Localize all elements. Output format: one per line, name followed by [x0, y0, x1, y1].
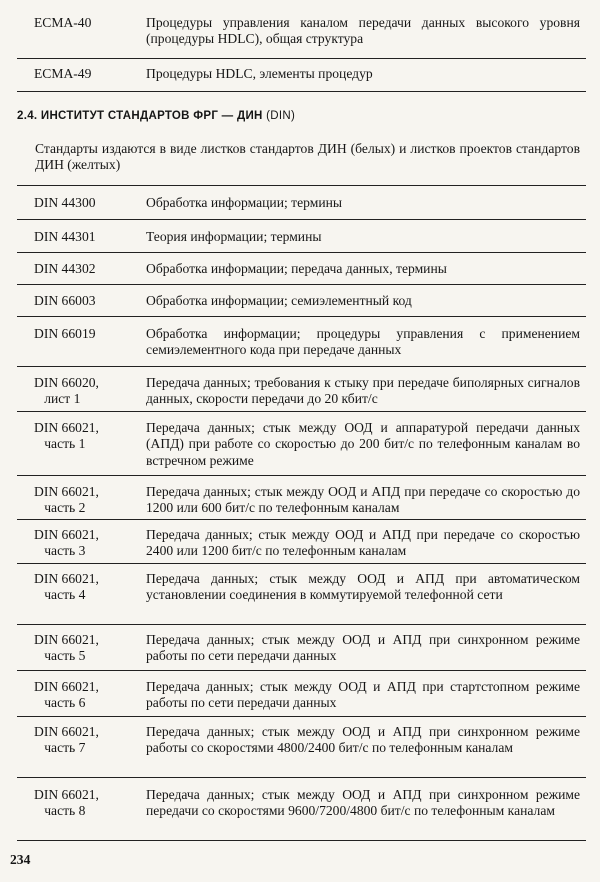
standard-description: Передача данных; стык между ООД и АПД при стартстопном режиме работы по сети передачи данных	[146, 679, 580, 711]
standard-description: Обработка информации; термины	[146, 195, 343, 210]
row-divider	[17, 840, 586, 841]
standard-description: Передача данных; стык между ООД и АПД при передаче со скоростью до 1200 или 600 бит/с по телефонным каналам	[146, 484, 580, 516]
standard-code: DIN 66003	[34, 293, 96, 308]
standard-description: Передача данных; стык между ООД и АПД при синхронном режиме работы со скоростями 4800/2400 бит/с по телефонным каналам	[146, 724, 580, 756]
row-divider	[17, 411, 586, 412]
row-divider	[17, 316, 586, 317]
standard-description: Обработка информации; передача данных, термины	[146, 261, 447, 276]
section-intro: Стандарты издаются в виде листков стандартов ДИН (белых) и листков проектов стандартов ДИН (желтых)	[35, 141, 580, 173]
section-title-abbr: (DIN)	[266, 110, 296, 122]
row-divider	[17, 58, 586, 59]
row-divider	[17, 716, 586, 717]
standard-code: DIN 66021, часть 3	[34, 527, 99, 559]
standard-description: Обработка информации; процедуры управления с применением семиэлементного кода при передаче данных	[146, 326, 580, 358]
standard-description: Передача данных; стык между ООД и АПД при синхронном режиме работы по сети передачи данных	[146, 632, 580, 664]
standard-description: Теория информации; термины	[146, 229, 322, 244]
standard-description: Процедуры HDLC, элементы процедур	[146, 66, 373, 81]
row-divider	[17, 219, 586, 220]
standard-code: DIN 66021, часть 2	[34, 484, 99, 516]
row-divider	[17, 563, 586, 564]
standard-description: Передача данных; стык между ООД и АПД при автоматическом установлении соединения в коммутируемой телефонной сети	[146, 571, 580, 603]
row-divider	[17, 624, 586, 625]
row-divider	[17, 366, 586, 367]
standard-code: DIN 66021, часть 4	[34, 571, 99, 603]
standard-code: DIN 44301	[34, 229, 96, 244]
row-divider	[17, 475, 586, 476]
row-divider	[17, 185, 586, 186]
standard-code: ECMA-49	[34, 66, 92, 81]
standard-description: Передача данных; стык между ООД и аппаратурой передачи данных (АПД) при работе со скоростью до 200 бит/с по телефонным каналам во встречном режиме	[146, 420, 580, 468]
row-divider	[17, 777, 586, 778]
row-divider	[17, 519, 586, 520]
section-title-text: 2.4. ИНСТИТУТ СТАНДАРТОВ ФРГ — ДИН	[17, 110, 263, 122]
standard-code: DIN 44302	[34, 261, 96, 276]
row-divider	[17, 91, 586, 92]
row-divider	[17, 252, 586, 253]
standard-description: Обработка информации; семиэлементный код	[146, 293, 412, 308]
standard-description: Передача данных; стык между ООД и АПД при передаче со скоростью 2400 или 1200 бит/с по телефонным каналам	[146, 527, 580, 559]
standard-description: Передача данных; требования к стыку при передаче биполярных сигналов данных, скорости передачи до 20 кбит/с	[146, 375, 580, 407]
standard-code: DIN 66021, часть 8	[34, 787, 99, 819]
standard-code: DIN 66019	[34, 326, 96, 341]
row-divider	[17, 284, 586, 285]
standard-code: DIN 66021, часть 7	[34, 724, 99, 756]
standard-code: DIN 66020, лист 1	[34, 375, 99, 407]
standard-description: Процедуры управления каналом передачи данных высокого уровня (процедуры HDLC), общая структура	[146, 15, 580, 47]
section-title	[17, 110, 295, 122]
standard-code: ECMA-40	[34, 15, 92, 30]
standard-code: DIN 44300	[34, 195, 96, 210]
standard-description: Передача данных; стык между ООД и АПД при синхронном режиме передачи со скоростями 9600/7200/4800 бит/с по телефонным каналам	[146, 787, 580, 819]
page-number: 234	[10, 852, 31, 867]
standard-code: DIN 66021, часть 1	[34, 420, 99, 452]
standard-code: DIN 66021, часть 6	[34, 679, 99, 711]
row-divider	[17, 670, 586, 671]
standard-code: DIN 66021, часть 5	[34, 632, 99, 664]
